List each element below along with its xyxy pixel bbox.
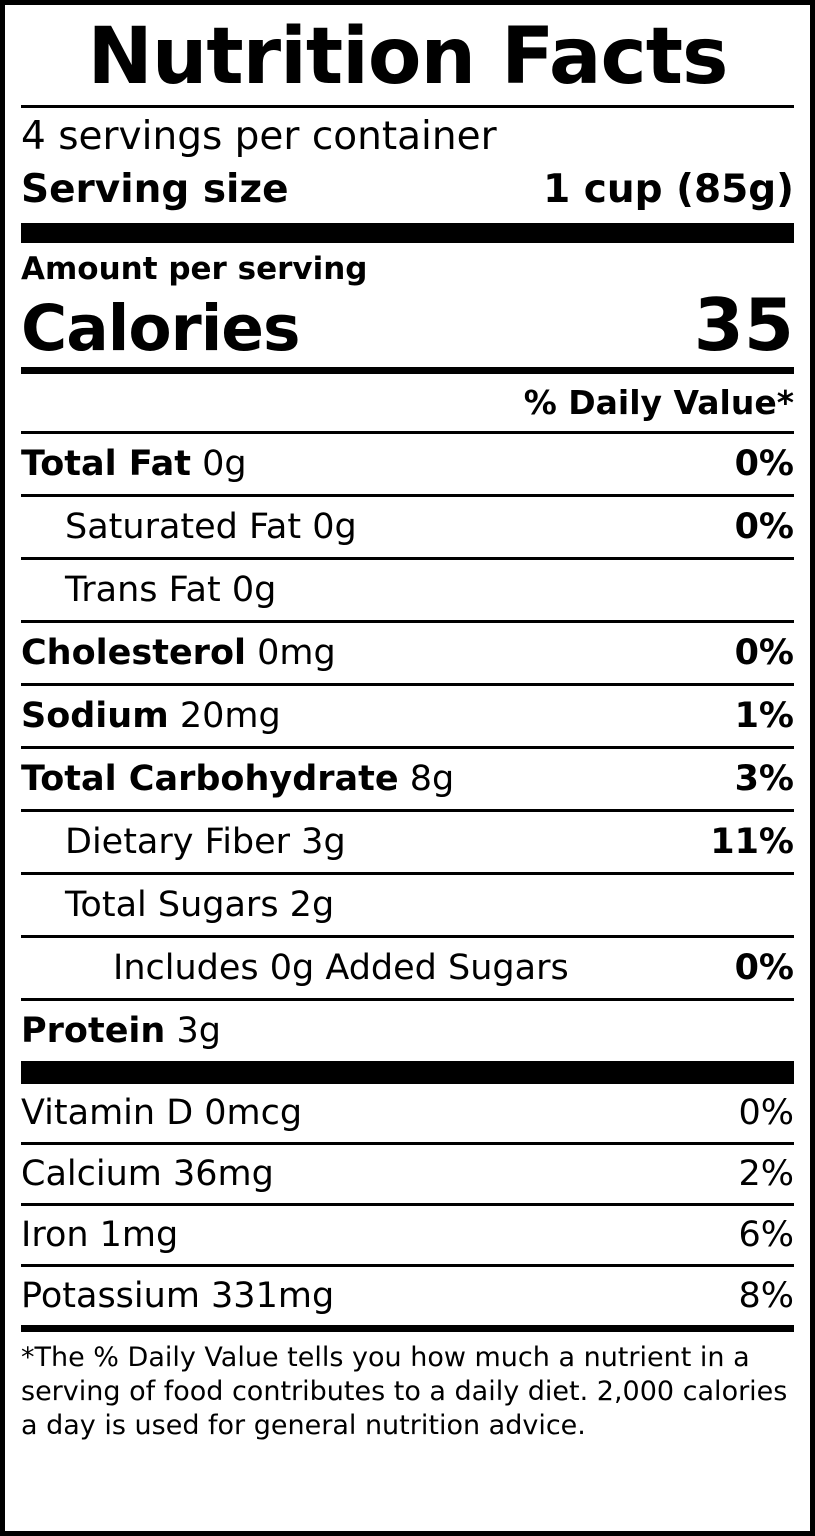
nutrient-name: Protein 3g [21,1011,221,1051]
vitamin-row [21,1203,794,1264]
vitamin-row [21,1264,794,1325]
nutrient-daily-value: 11% [710,822,794,862]
calories-label: Calories [21,292,300,365]
calories-row [21,283,794,367]
divider-under-calories [21,367,794,374]
nutrient-name: Total Fat 0g [21,444,247,484]
nutrient-name: Cholesterol 0mg [21,633,336,673]
nutrient-name: Sodium 20mg [21,696,281,736]
nutrient-row [21,935,794,998]
nutrient-row [21,494,794,557]
nutrient-daily-value: 0% [734,948,794,988]
calories-value: 35 [693,283,794,367]
vitamin-row [21,1081,794,1142]
vitamin-daily-value: 6% [738,1215,794,1255]
vitamin-list [21,1081,794,1325]
nutrient-daily-value: 0% [734,633,794,673]
servings-per-container: 4 servings per container [21,114,497,159]
vitamin-daily-value: 2% [738,1154,794,1194]
nutrient-row [21,746,794,809]
vitamin-name: Iron 1mg [21,1215,179,1255]
divider-thick-bottom [21,1061,794,1081]
nutrient-name: Total Carbohydrate 8g [21,759,455,799]
nutrient-name: Total Sugars 2g [65,885,335,925]
label-title: Nutrition Facts [87,12,728,102]
nutrient-row [21,683,794,746]
divider-above-footnote [21,1325,794,1332]
vitamin-name: Vitamin D 0mcg [21,1093,303,1133]
nutrient-name: Trans Fat 0g [65,570,277,610]
vitamin-name: Calcium 36mg [21,1154,274,1194]
vitamin-daily-value: 8% [738,1276,794,1316]
nutrient-name: Saturated Fat 0g [65,507,357,547]
amount-per-serving-label: Amount per serving [21,251,368,287]
nutrient-name: Includes 0g Added Sugars [113,948,569,988]
nutrient-list [21,431,794,1061]
divider-thick-top [21,223,794,243]
vitamin-daily-value: 0% [738,1093,794,1133]
serving-size-row [21,163,794,223]
daily-value-header: % Daily Value* [523,383,794,422]
nutrient-daily-value: 0% [734,507,794,547]
vitamin-name: Potassium 331mg [21,1276,335,1316]
serving-size-value: 1 cup (85g) [543,167,794,212]
nutrient-name: Dietary Fiber 3g [65,822,346,862]
nutrient-row [21,872,794,935]
vitamin-row [21,1142,794,1203]
nutrient-row [21,431,794,494]
nutrient-row [21,557,794,620]
nutrient-daily-value: 1% [734,696,794,736]
nutrient-daily-value: 3% [734,759,794,799]
nutrient-row [21,620,794,683]
nutrient-daily-value: 0% [734,444,794,484]
nutrient-row [21,998,794,1061]
nutrient-row [21,809,794,872]
footnote: *The % Daily Value tells you how much a nutrient in a serving of food contributes to a daily diet. 2,000 calories a day is used for general nutrition advice. [21,1342,788,1441]
serving-size-label: Serving size [21,167,289,212]
